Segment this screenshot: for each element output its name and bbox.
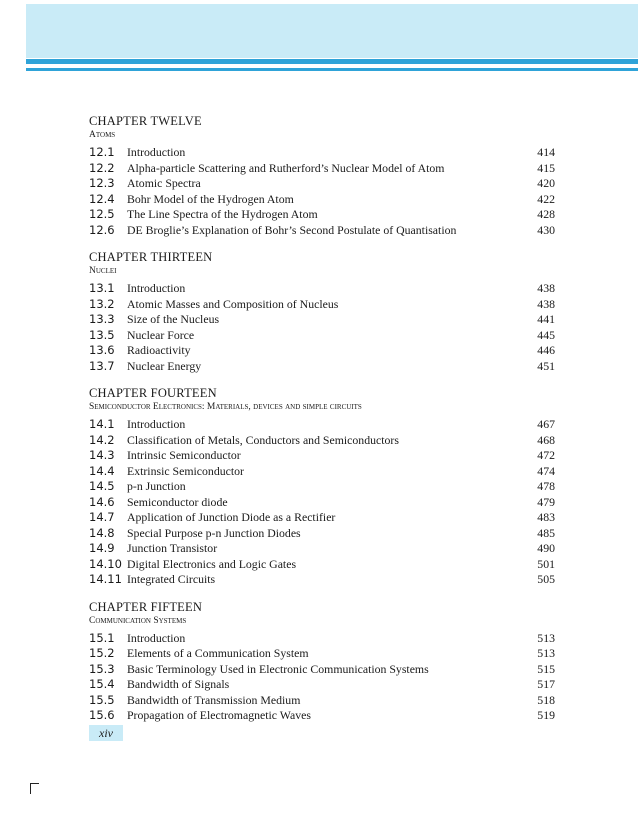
section-number: 15.1 (89, 630, 115, 645)
section-number: 14.10 (89, 556, 122, 571)
toc-entry[interactable] (89, 495, 555, 511)
section-title: Special Purpose p-n Junction Diodes (127, 525, 301, 540)
section-title: Semiconductor diode (127, 494, 228, 509)
section-title: Introduction (127, 281, 186, 295)
chapter-block (89, 114, 555, 238)
section-title: Nuclear Force (127, 327, 195, 342)
toc-entry[interactable] (89, 479, 555, 495)
section-page: 513 (537, 630, 555, 645)
section-title: Atomic Masses and Composition of Nucleus (127, 296, 339, 311)
toc-entry[interactable] (89, 281, 555, 297)
toc-entry[interactable] (89, 662, 555, 678)
header-rule (26, 59, 638, 64)
section-number: 13.1 (89, 281, 115, 295)
section-title: Bohr Model of the Hydrogen Atom (127, 191, 294, 206)
toc-entry[interactable] (89, 541, 555, 557)
section-title: Intrinsic Semiconductor (127, 448, 241, 462)
toc-entry[interactable] (89, 223, 555, 239)
section-page: 485 (537, 525, 555, 540)
table-of-contents (89, 114, 555, 724)
section-number: 14.5 (89, 479, 115, 493)
section-page: 446 (537, 343, 555, 357)
chapter-block (89, 250, 555, 374)
section-title: Alpha-particle Scattering and Rutherford’s Nuclear Model of Atom (127, 160, 445, 175)
section-title: Application of Junction Diode as a Rectifier (127, 510, 336, 524)
toc-entry[interactable] (89, 192, 555, 208)
section-title: Digital Electronics and Logic Gates (127, 556, 297, 571)
section-number: 14.7 (89, 510, 115, 524)
section-page: 451 (537, 358, 555, 373)
section-number: 14.2 (89, 432, 115, 447)
section-number: 15.6 (89, 708, 115, 722)
chapter-heading: CHAPTER THIRTEEN (89, 250, 213, 264)
chapter-heading: CHAPTER TWELVE (89, 114, 202, 128)
section-number: 14.1 (89, 417, 115, 431)
toc-entry[interactable] (89, 359, 555, 375)
section-title: Classification of Metals, Conductors and Semiconductors (127, 432, 399, 447)
section-title: Introduction (127, 145, 186, 159)
section-number: 12.3 (89, 176, 115, 190)
section-number: 14.9 (89, 541, 115, 555)
chapter-block (89, 600, 555, 724)
section-page: 474 (537, 463, 555, 478)
section-page: 472 (537, 448, 555, 462)
toc-entry[interactable] (89, 526, 555, 542)
section-page: 505 (537, 572, 555, 586)
section-title: Atomic Spectra (127, 176, 201, 190)
toc-entry[interactable] (89, 433, 555, 449)
section-page: 467 (537, 417, 555, 431)
section-number: 14.11 (89, 572, 122, 586)
section-number: 14.8 (89, 525, 115, 540)
section-number: 13.2 (89, 296, 115, 311)
toc-entry[interactable] (89, 708, 555, 724)
toc-entry[interactable] (89, 448, 555, 464)
section-page: 513 (537, 646, 555, 660)
page-number: xiv (89, 725, 123, 741)
toc-entry[interactable] (89, 510, 555, 526)
section-page: 518 (537, 692, 555, 707)
section-number: 15.3 (89, 661, 115, 676)
section-page: 438 (537, 296, 555, 311)
chapter-subtitle: Communication Systems (89, 615, 187, 626)
toc-entry[interactable] (89, 312, 555, 328)
section-page: 501 (537, 556, 555, 571)
section-title: Bandwidth of Signals (127, 677, 230, 691)
entry-list (89, 281, 555, 374)
section-title: Integrated Circuits (127, 572, 216, 586)
section-page: 422 (537, 191, 555, 206)
section-title: Introduction (127, 417, 186, 431)
section-number: 13.5 (89, 327, 115, 342)
toc-entry[interactable] (89, 631, 555, 647)
chapter-subtitle: Semiconductor Electronics: Materials, devices and simple circuits (89, 402, 362, 412)
toc-entry[interactable] (89, 417, 555, 433)
chapter-subtitle: Atoms (89, 130, 116, 140)
section-number: 12.4 (89, 191, 115, 206)
section-page: 490 (537, 541, 555, 555)
toc-entry[interactable] (89, 145, 555, 161)
toc-entry[interactable] (89, 176, 555, 192)
section-page: 428 (537, 207, 555, 221)
section-page: 515 (537, 661, 555, 676)
section-number: 12.5 (89, 207, 115, 221)
toc-entry[interactable] (89, 677, 555, 693)
section-title: p-n Junction (127, 479, 186, 493)
section-number: 13.7 (89, 358, 115, 373)
toc-entry[interactable] (89, 328, 555, 344)
crop-mark-bottom (30, 783, 39, 794)
section-title: Elements of a Communication System (127, 646, 309, 660)
section-title: Extrinsic Semiconductor (127, 463, 244, 478)
section-title: Size of the Nucleus (127, 312, 220, 326)
section-page: 519 (537, 708, 555, 722)
section-number: 14.6 (89, 494, 115, 509)
section-title: Introduction (127, 630, 186, 645)
toc-entry[interactable] (89, 464, 555, 480)
chapter-heading: CHAPTER FIFTEEN (89, 599, 203, 614)
section-number: 15.4 (89, 677, 115, 691)
section-number: 14.3 (89, 448, 115, 462)
section-number: 13.6 (89, 343, 115, 357)
section-page: 517 (537, 677, 555, 691)
section-page: 438 (537, 281, 555, 295)
entry-list (89, 145, 555, 238)
entry-list (89, 417, 555, 588)
section-number: 12.2 (89, 160, 115, 175)
header-banner (26, 4, 638, 58)
section-page: 483 (537, 510, 555, 524)
section-page: 415 (537, 160, 555, 175)
chapter-heading: CHAPTER FOURTEEN (89, 386, 217, 400)
section-title: Propagation of Electromagnetic Waves (127, 708, 311, 722)
section-title: DE Broglie’s Explanation of Bohr’s Second Postulate of Quantisation (127, 222, 457, 237)
toc-entry[interactable] (89, 646, 555, 662)
section-title: Junction Transistor (127, 541, 218, 555)
section-title: Basic Terminology Used in Electronic Communication Systems (127, 661, 429, 676)
chapter-subtitle: Nuclei (89, 266, 117, 276)
toc-entry[interactable] (89, 161, 555, 177)
section-page: 420 (537, 176, 555, 190)
section-page: 430 (537, 222, 555, 237)
section-number: 12.1 (89, 145, 115, 159)
section-number: 15.5 (89, 692, 115, 707)
section-page: 478 (537, 479, 555, 493)
section-number: 12.6 (89, 222, 115, 237)
toc-entry[interactable] (89, 572, 555, 588)
toc-entry[interactable] (89, 693, 555, 709)
section-page: 479 (537, 494, 555, 509)
section-page: 441 (537, 312, 555, 326)
section-title: Nuclear Energy (127, 358, 202, 373)
section-page: 445 (537, 327, 555, 342)
section-title: Bandwidth of Transmission Medium (127, 692, 301, 707)
toc-entry[interactable] (89, 207, 555, 223)
toc-entry[interactable] (89, 343, 555, 359)
chapter-block (89, 386, 555, 588)
header-rule-thin (26, 68, 638, 71)
section-title: The Line Spectra of the Hydrogen Atom (127, 207, 318, 221)
toc-entry[interactable] (89, 297, 555, 313)
section-title: Radioactivity (127, 343, 191, 357)
section-number: 14.4 (89, 463, 115, 478)
section-page: 468 (537, 432, 555, 447)
entry-list (89, 631, 555, 724)
section-page: 414 (537, 145, 555, 159)
section-number: 15.2 (89, 646, 115, 660)
section-number: 13.3 (89, 312, 115, 326)
toc-entry[interactable] (89, 557, 555, 573)
